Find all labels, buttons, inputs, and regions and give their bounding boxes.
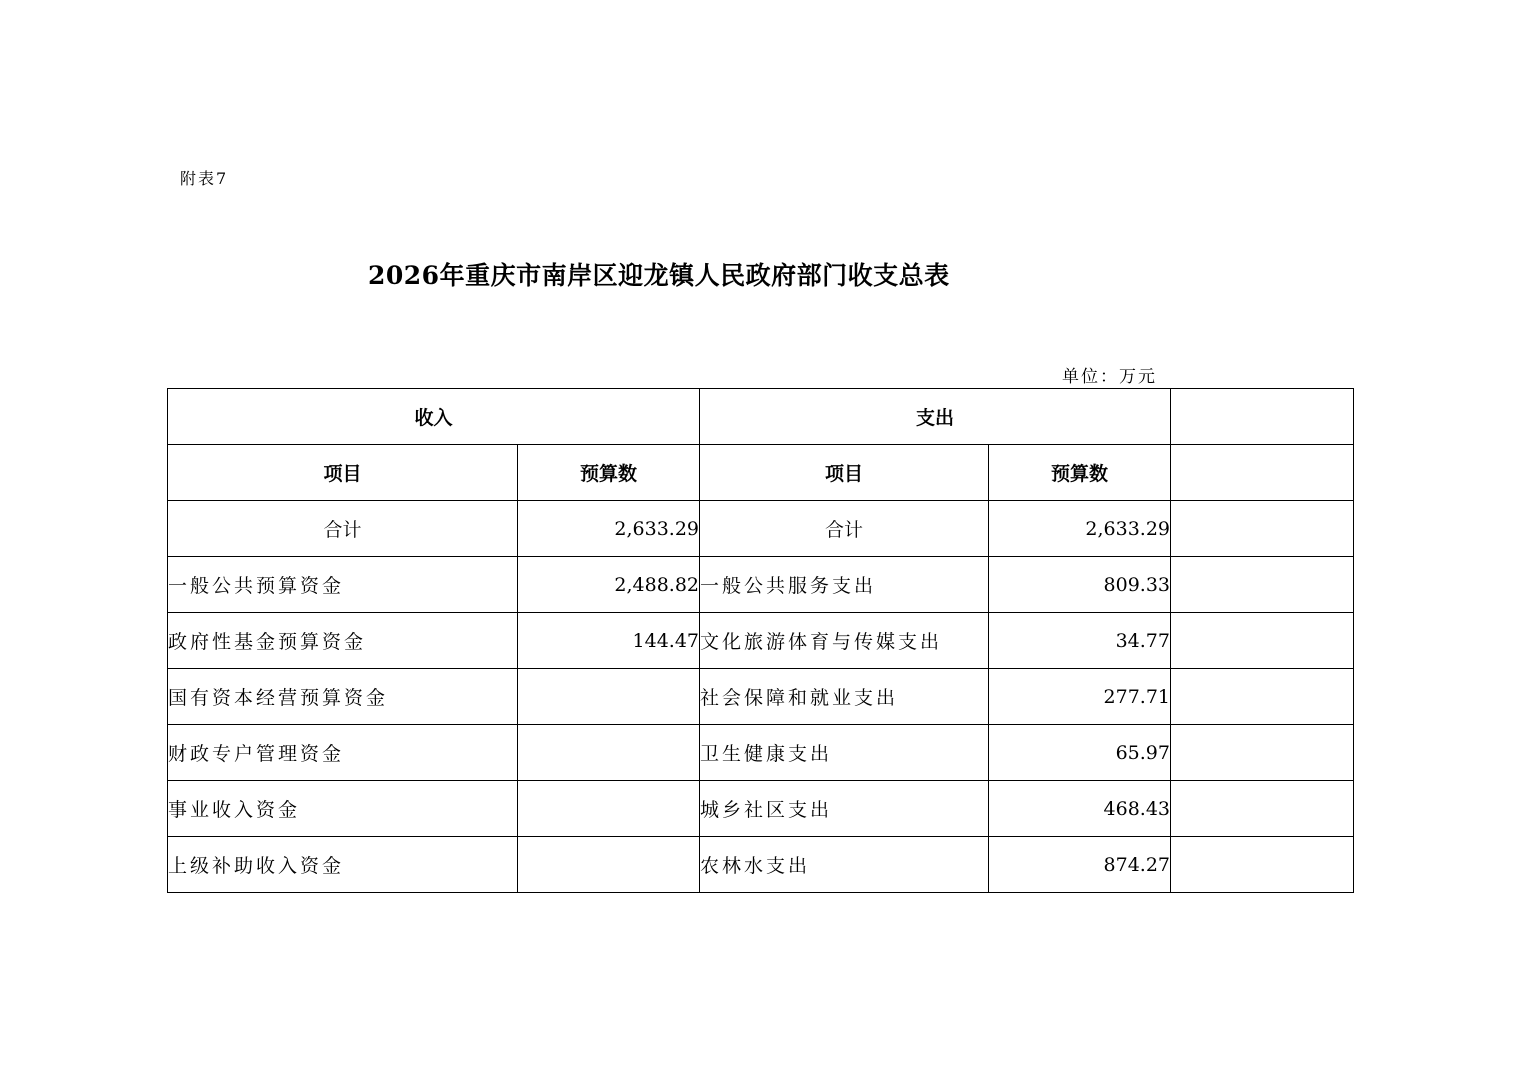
income-item-header: 项目 <box>168 445 518 501</box>
section-header-row <box>168 389 1354 445</box>
income-item: 一般公共预算资金 <box>168 557 518 613</box>
expense-total-value: 2,633.29 <box>989 501 1171 557</box>
blank-cell <box>1171 557 1354 613</box>
unit-label: 单位：万元 <box>1062 367 1157 387</box>
income-value <box>518 669 700 725</box>
budget-table <box>167 388 1354 893</box>
income-value <box>518 725 700 781</box>
income-item: 事业收入资金 <box>168 781 518 837</box>
expense-value: 874.27 <box>989 837 1171 893</box>
expense-item: 社会保障和就业支出 <box>700 669 989 725</box>
table-row <box>168 837 1354 893</box>
expense-item: 城乡社区支出 <box>700 781 989 837</box>
table-row <box>168 669 1354 725</box>
blank-cell <box>1171 613 1354 669</box>
expense-value: 468.43 <box>989 781 1171 837</box>
income-item: 政府性基金预算资金 <box>168 613 518 669</box>
expense-value: 277.71 <box>989 669 1171 725</box>
table-row <box>168 725 1354 781</box>
blank-cell <box>1171 725 1354 781</box>
expense-total-label: 合计 <box>700 501 989 557</box>
blank-cell <box>1171 389 1354 445</box>
expense-value: 65.97 <box>989 725 1171 781</box>
expense-value: 809.33 <box>989 557 1171 613</box>
expense-budget-header: 预算数 <box>989 445 1171 501</box>
page-title: 2026年重庆市南岸区迎龙镇人民政府部门收支总表 <box>368 261 950 290</box>
income-value: 144.47 <box>518 613 700 669</box>
income-value <box>518 837 700 893</box>
expense-item: 一般公共服务支出 <box>700 557 989 613</box>
income-budget-header: 预算数 <box>518 445 700 501</box>
income-item: 国有资本经营预算资金 <box>168 669 518 725</box>
income-item: 财政专户管理资金 <box>168 725 518 781</box>
expense-item: 卫生健康支出 <box>700 725 989 781</box>
table-row <box>168 557 1354 613</box>
blank-cell <box>1171 445 1354 501</box>
income-section-header: 收入 <box>168 389 700 445</box>
income-value: 2,488.82 <box>518 557 700 613</box>
expense-section-header: 支出 <box>700 389 1171 445</box>
income-value <box>518 781 700 837</box>
blank-cell <box>1171 501 1354 557</box>
column-header-row <box>168 445 1354 501</box>
blank-cell <box>1171 837 1354 893</box>
table-row <box>168 781 1354 837</box>
expense-value: 34.77 <box>989 613 1171 669</box>
expense-item: 文化旅游体育与传媒支出 <box>700 613 989 669</box>
income-total-value: 2,633.29 <box>518 501 700 557</box>
income-total-label: 合计 <box>168 501 518 557</box>
expense-item: 农林水支出 <box>700 837 989 893</box>
expense-item-header: 项目 <box>700 445 989 501</box>
table-row <box>168 613 1354 669</box>
blank-cell <box>1171 669 1354 725</box>
blank-cell <box>1171 781 1354 837</box>
appendix-label: 附表7 <box>180 169 229 188</box>
income-item: 上级补助收入资金 <box>168 837 518 893</box>
total-row <box>168 501 1354 557</box>
